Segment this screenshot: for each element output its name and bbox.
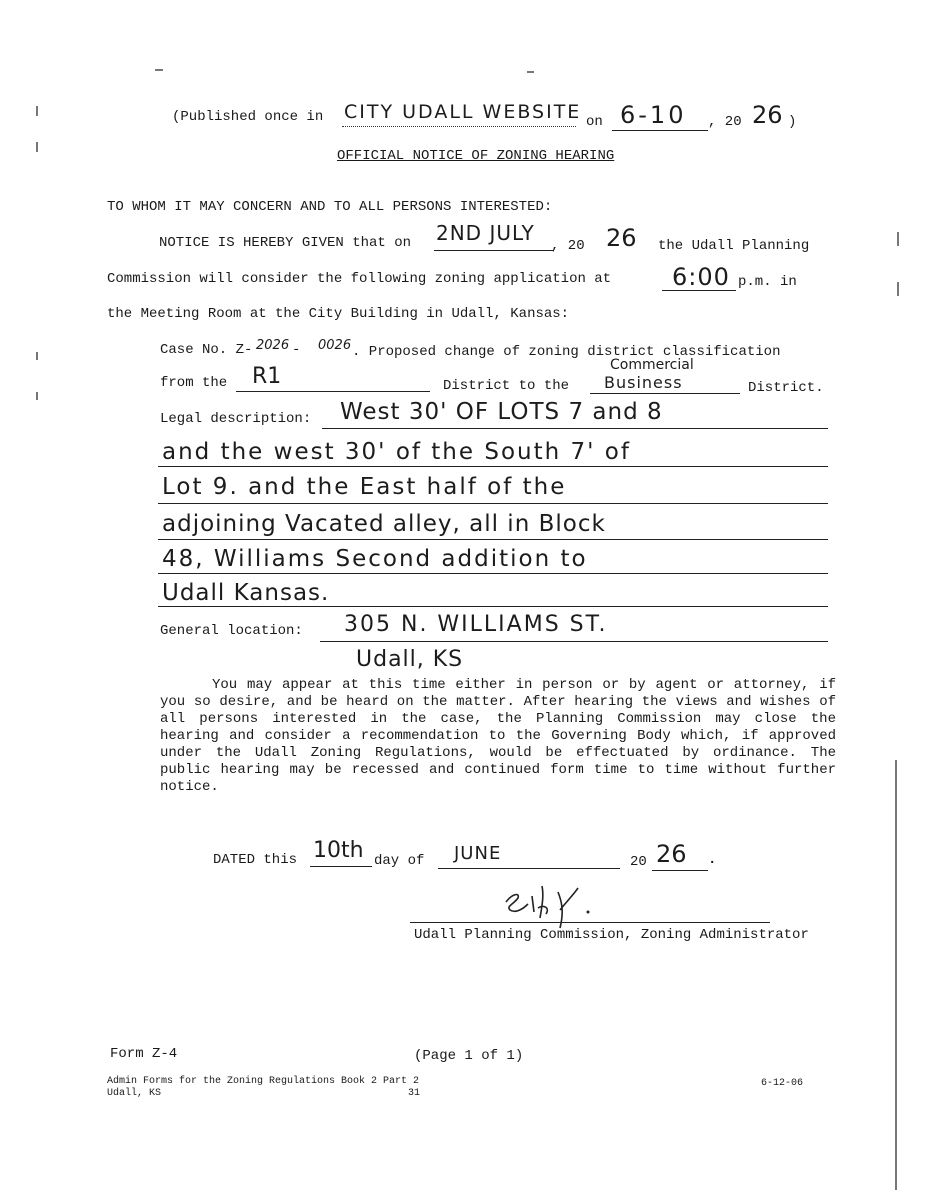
hearing-paragraph: You may appear at this time either in person or by agent or attorney, if you so desire, and be heard on the matter. After hearing the views and wishes of all persons interested in the case, the Planning Commission may close the hearing and consider a recommendation to the Governing Body which, if approved under the Udall Zoning Regulations, would be effectuated by ordinance. The public hearing may be recessed and continued form time to time without further notice. — [160, 677, 836, 795]
legal-line-2: and the west 30' of the South 7' of — [162, 439, 631, 465]
footer-admin-line2: Udall, KS — [107, 1088, 162, 1099]
from-label: from the — [160, 375, 228, 391]
dated-month-value: JUNE — [454, 843, 502, 864]
on-label: on — [586, 114, 603, 130]
signature-line — [410, 922, 770, 923]
district-suffix: District. — [748, 380, 824, 396]
footer-revision-date: 6-12-06 — [761, 1078, 804, 1089]
legal-underline-4 — [158, 539, 828, 540]
case-suffix: . Proposed change of zoning district classification — [352, 344, 781, 360]
published-date-underline — [612, 130, 708, 131]
legal-underline-2 — [158, 466, 828, 467]
dated-day-underline — [310, 866, 372, 867]
dated-month-underline — [438, 868, 620, 869]
footer-form: Form Z-4 — [110, 1046, 178, 1062]
from-district-underline — [236, 391, 430, 392]
legal-line-6: Udall Kansas. — [162, 580, 330, 606]
page-title: OFFICIAL NOTICE OF ZONING HEARING — [337, 148, 615, 164]
to-label: District to the — [443, 378, 570, 394]
location-underline — [320, 641, 828, 642]
legal-underline-5 — [158, 573, 828, 574]
location-label: General location: — [160, 623, 303, 639]
scan-speck — [895, 760, 897, 1190]
published-date-value: 6-10 — [620, 101, 687, 129]
case-year-value: 2026 — [256, 338, 290, 353]
legal-line-5: 48, Williams Second addition to — [162, 546, 588, 572]
legal-underline-6 — [158, 606, 828, 607]
published-in-underline — [342, 126, 576, 127]
signature-caption: Udall Planning Commission, Zoning Administrator — [414, 927, 809, 943]
footer-admin-line1: Admin Forms for the Zoning Regulations Book 2 Part 2 — [107, 1076, 420, 1087]
legal-line-3: Lot 9. and the East half of the — [162, 474, 567, 500]
notice-line3: the Meeting Room at the City Building in Udall, Kansas: — [107, 306, 570, 322]
legal-underline-1 — [322, 428, 828, 429]
published-year-value: 26 — [752, 101, 783, 129]
published-line — [172, 109, 323, 125]
salutation: TO WHOM IT MAY CONCERN AND TO ALL PERSONS INTERESTED: — [107, 199, 553, 215]
scan-speck — [36, 106, 38, 116]
published-close: ) — [788, 114, 797, 130]
published-in-value: CITY UDALL WEBSITE — [344, 101, 582, 123]
scan-speck — [897, 232, 899, 246]
scan-speck — [155, 69, 163, 71]
published-year-prefix: , 20 — [708, 114, 742, 130]
location-line2: Udall, KS — [356, 647, 464, 672]
hearing-time-underline — [662, 290, 736, 291]
hearing-year-value: 26 — [606, 224, 637, 252]
case-number-value: 0026 — [318, 338, 352, 353]
scan-speck — [897, 282, 899, 296]
dated-prefix: DATED this — [213, 852, 298, 868]
scan-speck — [36, 392, 38, 400]
dated-year-underline — [652, 870, 708, 871]
legal-label: Legal description: — [160, 411, 312, 427]
dated-day-value: 10th — [313, 838, 364, 863]
notice-line2-suffix: p.m. in — [738, 274, 797, 290]
scan-speck — [36, 142, 38, 152]
from-district-value: R1 — [252, 364, 282, 389]
to-district-line2: Business — [604, 373, 683, 392]
dated-day-of: day of — [374, 853, 425, 869]
published-prefix: (Published once in — [172, 109, 324, 125]
footer-page: (Page 1 of 1) — [414, 1048, 524, 1064]
hearing-time-value: 6:00 — [672, 263, 730, 291]
case-label: Case No. Z- — [160, 342, 253, 358]
to-district-underline — [590, 393, 740, 394]
dated-year-value: 26 — [656, 840, 687, 868]
case-dash: - — [292, 342, 301, 358]
notice-line1-suffix: the Udall Planning — [658, 238, 810, 254]
signature-mark — [498, 878, 608, 934]
legal-line-4: adjoining Vacated alley, all in Block — [162, 511, 606, 537]
location-line1: 305 N. WILLIAMS ST. — [344, 612, 608, 637]
scan-speck — [36, 352, 38, 360]
scan-speck — [527, 71, 534, 73]
legal-underline-3 — [158, 503, 828, 504]
notice-line1-prefix: NOTICE IS HEREBY GIVEN that on — [159, 235, 412, 251]
legal-line-1: West 30' OF LOTS 7 and 8 — [340, 399, 663, 425]
dated-year-prefix: 20 — [630, 854, 647, 870]
to-district-line1: Commercial — [610, 357, 694, 373]
hearing-date-underline — [434, 250, 554, 251]
hearing-year-prefix: , 20 — [551, 238, 585, 254]
dated-period: . — [708, 852, 717, 868]
footer-page-number: 31 — [408, 1088, 421, 1099]
notice-line2-prefix: Commission will consider the following zoning application at — [107, 271, 612, 287]
hearing-date-value: 2ND JULY — [436, 221, 535, 245]
